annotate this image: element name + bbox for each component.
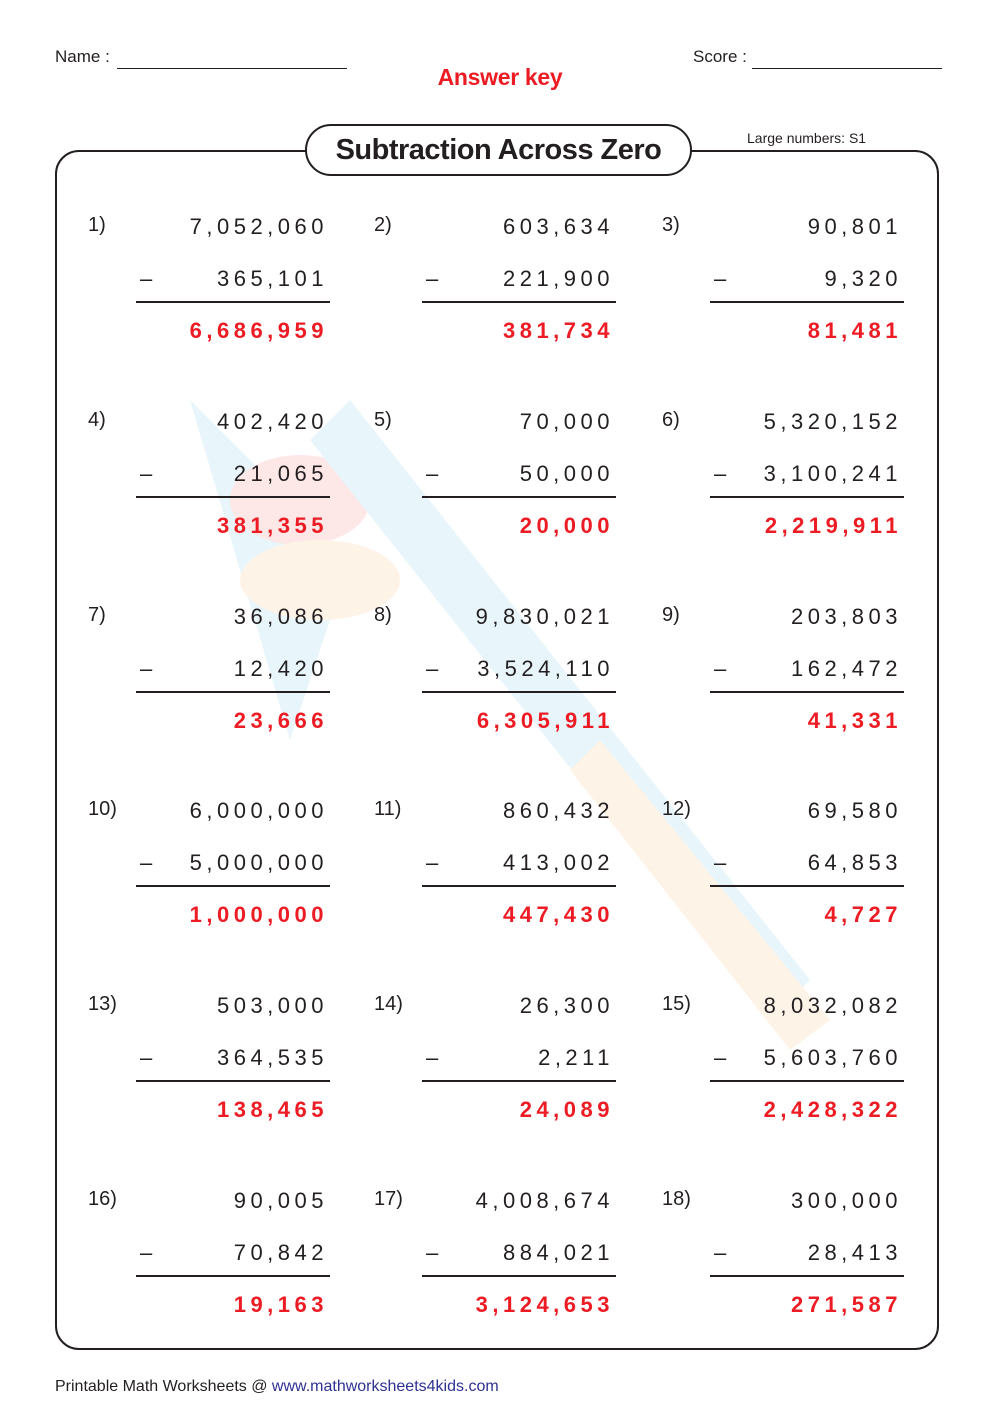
problem-17 bbox=[374, 1188, 614, 1338]
answer: 19,163 bbox=[233, 1292, 328, 1317]
minus-sign-icon: – bbox=[714, 266, 727, 291]
problem-3 bbox=[662, 214, 902, 364]
answer-rule bbox=[422, 691, 616, 693]
problem-number: 16) bbox=[88, 1188, 117, 1210]
problem-6 bbox=[662, 409, 902, 559]
answer-rule bbox=[422, 301, 616, 303]
minuend: 203,803 bbox=[790, 604, 902, 629]
problem-number: 2) bbox=[374, 214, 392, 236]
minuend: 5,320,152 bbox=[763, 409, 902, 434]
problem-11 bbox=[374, 798, 614, 948]
subtrahend: 221,900 bbox=[502, 266, 614, 291]
answer-rule bbox=[136, 496, 330, 498]
minuend: 36,086 bbox=[233, 604, 328, 629]
answer: 20,000 bbox=[519, 513, 614, 538]
answer-rule bbox=[422, 1080, 616, 1082]
answer: 3,124,653 bbox=[475, 1292, 614, 1317]
problem-number: 4) bbox=[88, 409, 106, 431]
answer-rule bbox=[710, 885, 904, 887]
answer-key-heading: Answer key bbox=[437, 64, 563, 90]
minus-sign-icon: – bbox=[140, 1240, 153, 1265]
footer-text: Printable Math Worksheets @ bbox=[55, 1378, 272, 1395]
minus-sign-icon: – bbox=[140, 266, 153, 291]
answer-rule bbox=[422, 496, 616, 498]
subtrahend: 21,065 bbox=[233, 461, 328, 486]
problem-13 bbox=[88, 993, 328, 1143]
answer: 138,465 bbox=[216, 1097, 328, 1122]
subtrahend: 365,101 bbox=[216, 266, 328, 291]
score-label: Score : bbox=[693, 47, 747, 66]
subtrahend: 12,420 bbox=[233, 656, 328, 681]
subtrahend: 9,320 bbox=[824, 266, 902, 291]
answer: 2,219,911 bbox=[764, 513, 902, 538]
answer-rule bbox=[422, 885, 616, 887]
problem-2 bbox=[374, 214, 614, 364]
footer-link[interactable]: www.mathworksheets4kids.com bbox=[271, 1378, 499, 1395]
minus-sign-icon: – bbox=[140, 461, 153, 486]
minus-sign-icon: – bbox=[426, 1240, 439, 1265]
problem-14 bbox=[374, 993, 614, 1143]
subtrahend: 70,842 bbox=[233, 1240, 328, 1265]
minuend: 70,000 bbox=[519, 409, 614, 434]
minus-sign-icon: – bbox=[426, 656, 439, 681]
answer: 381,355 bbox=[216, 513, 328, 538]
answer: 24,089 bbox=[519, 1097, 614, 1122]
answer-rule bbox=[136, 691, 330, 693]
problem-5 bbox=[374, 409, 614, 559]
answer: 6,305,911 bbox=[476, 708, 614, 733]
subtrahend: 364,535 bbox=[216, 1045, 328, 1070]
answer-rule bbox=[710, 496, 904, 498]
subtrahend: 28,413 bbox=[807, 1240, 902, 1265]
problem-number: 18) bbox=[662, 1188, 691, 1210]
minuend: 90,005 bbox=[233, 1188, 328, 1213]
minuend: 860,432 bbox=[502, 798, 614, 823]
problem-number: 6) bbox=[662, 409, 680, 431]
problem-7 bbox=[88, 604, 328, 754]
minuend: 9,830,021 bbox=[475, 604, 614, 629]
minuend: 7,052,060 bbox=[189, 214, 328, 239]
answer: 2,428,322 bbox=[763, 1097, 902, 1122]
problem-8 bbox=[374, 604, 614, 754]
problem-number: 13) bbox=[88, 993, 117, 1015]
subtrahend: 5,603,760 bbox=[763, 1045, 902, 1070]
answer: 381,734 bbox=[502, 318, 614, 343]
answer: 271,587 bbox=[790, 1292, 902, 1317]
minus-sign-icon: – bbox=[714, 656, 727, 681]
minuend: 603,634 bbox=[502, 214, 614, 239]
level-label: Large numbers: S1 bbox=[747, 130, 867, 146]
answer: 447,430 bbox=[502, 902, 614, 927]
problem-10 bbox=[88, 798, 328, 948]
minuend: 402,420 bbox=[216, 409, 328, 434]
answer-rule bbox=[136, 301, 330, 303]
problem-number: 3) bbox=[662, 214, 680, 236]
subtrahend: 2,211 bbox=[538, 1045, 614, 1070]
problem-number: 17) bbox=[374, 1188, 403, 1210]
subtrahend: 884,021 bbox=[502, 1240, 614, 1265]
minuend: 90,801 bbox=[807, 214, 902, 239]
answer-rule bbox=[710, 1275, 904, 1277]
answer-rule bbox=[136, 885, 330, 887]
answer-rule bbox=[710, 691, 904, 693]
problem-number: 14) bbox=[374, 993, 403, 1015]
minuend: 300,000 bbox=[790, 1188, 902, 1213]
subtrahend: 162,472 bbox=[790, 656, 902, 681]
minuend: 4,008,674 bbox=[475, 1188, 614, 1213]
minus-sign-icon: – bbox=[140, 656, 153, 681]
answer-rule bbox=[136, 1275, 330, 1277]
subtrahend: 50,000 bbox=[519, 461, 614, 486]
problem-16 bbox=[88, 1188, 328, 1338]
problem-9 bbox=[662, 604, 902, 754]
minus-sign-icon: – bbox=[714, 1045, 727, 1070]
problem-1 bbox=[88, 214, 328, 364]
problem-4 bbox=[88, 409, 328, 559]
minus-sign-icon: – bbox=[714, 461, 727, 486]
subtrahend: 64,853 bbox=[807, 850, 902, 875]
answer-rule bbox=[710, 1080, 904, 1082]
minus-sign-icon: – bbox=[426, 1045, 439, 1070]
answer-rule bbox=[710, 301, 904, 303]
problem-18 bbox=[662, 1188, 902, 1338]
minus-sign-icon: – bbox=[426, 266, 439, 291]
answer: 41,331 bbox=[807, 708, 902, 733]
answer: 81,481 bbox=[807, 318, 902, 343]
minus-sign-icon: – bbox=[714, 1240, 727, 1265]
subtrahend: 3,524,110 bbox=[477, 656, 614, 681]
problem-number: 1) bbox=[88, 214, 106, 236]
problem-number: 8) bbox=[374, 604, 392, 626]
footer bbox=[55, 1378, 499, 1396]
answer-rule bbox=[422, 1275, 616, 1277]
answer-rule bbox=[136, 1080, 330, 1082]
subtrahend: 5,000,000 bbox=[189, 850, 328, 875]
minuend: 8,032,082 bbox=[763, 993, 902, 1018]
problem-number: 11) bbox=[374, 798, 402, 820]
answer: 6,686,959 bbox=[189, 318, 328, 343]
answer: 4,727 bbox=[824, 902, 902, 927]
subtrahend: 413,002 bbox=[502, 850, 614, 875]
answer: 23,666 bbox=[233, 708, 328, 733]
problem-15 bbox=[662, 993, 902, 1143]
minuend: 6,000,000 bbox=[189, 798, 328, 823]
problem-12 bbox=[662, 798, 902, 948]
problem-number: 7) bbox=[88, 604, 106, 626]
minus-sign-icon: – bbox=[140, 1045, 153, 1070]
problem-number: 12) bbox=[662, 798, 691, 820]
worksheet-title: Subtraction Across Zero bbox=[305, 124, 692, 176]
minuend: 26,300 bbox=[519, 993, 614, 1018]
answer: 1,000,000 bbox=[189, 902, 328, 927]
problem-number: 10) bbox=[88, 798, 117, 820]
minus-sign-icon: – bbox=[426, 850, 439, 875]
minus-sign-icon: – bbox=[140, 850, 153, 875]
problem-number: 15) bbox=[662, 993, 691, 1015]
problem-number: 5) bbox=[374, 409, 392, 431]
minuend: 503,000 bbox=[216, 993, 328, 1018]
subtrahend: 3,100,241 bbox=[763, 461, 902, 486]
minus-sign-icon: – bbox=[426, 461, 439, 486]
name-label: Name : bbox=[55, 47, 110, 66]
problem-number: 9) bbox=[662, 604, 680, 626]
minus-sign-icon: – bbox=[714, 850, 727, 875]
minuend: 69,580 bbox=[807, 798, 902, 823]
